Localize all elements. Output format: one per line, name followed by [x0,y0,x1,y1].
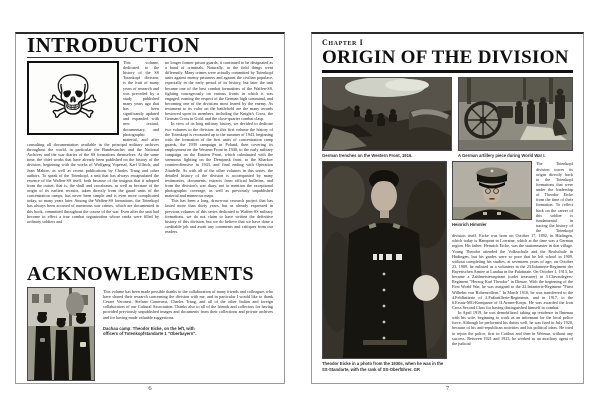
eicke-portrait-figure [322,161,445,372]
introduction-column-right [165,60,273,261]
himmler-portrait-caption: Heinrich Himmler [452,222,487,228]
artillery-photo-art [459,78,572,150]
eicke-portrait-art [323,162,446,358]
artillery-photo-caption: A German artillery piece during World War I. [458,153,546,158]
acknowledgments-text: This volume has been made possible thanks to the collaboration of many friends and colleagues who have shared their research concerning the division with me, and in particular I would like to thank Cesare Veronesi, Stefano Canavassi, Charles Trang, and all of the other Italian and foreign collaborators of our Cultural Association. Thanks also to all of the friends and collectors for having provided previously unpublished images and documents from their collections and private archives and for having made valuable suggestions. [103,288,273,320]
introduction-text-col2-p1: no longer former prison guards, it continued to be designated as a band of criminals. Naturally, in the field things went differently. Many crimes were actually committed by Totenkopf units against enemy prisoners and against the civilian populace, especially in the early period of its history, but later the unit became one of the best combat formations of the Waffen-SS, fighting courageously on various fronts in which it was engaged, earning the respect of the German high command, and becoming one of the divisions most feared by the enemy. As testament to its valor on the battlefield are the many awards bestowed upon its members, including the Knight's Cross, the German Cross in Gold, and the close-quarter combat clasp. [165,59,273,122]
dachau-camp-photo [27,287,95,381]
chapter-rule [322,70,573,73]
acknowledgments-text-block [103,287,273,381]
eicke-portrait-photo [322,161,447,359]
trench-photo [322,77,452,151]
left-page [15,32,285,384]
chapter-main-row [322,161,573,372]
introduction-title: INTRODUCTION [27,33,200,57]
eicke-portrait-caption: Theodor Eicke in a photo from the 1930s, when he was in the SS-Standarte, with the rank of SS-Oberführer. GR [322,361,444,372]
trench-photo-caption: German trenches on the Western Front, 1916. [322,153,413,158]
himmler-portrait-art [453,162,531,219]
chapter-text-column [452,161,573,372]
introduction-text-col2-p3: This has been a long, drawn-out research project that has lasted more than thirty years, but as already expressed in previous volumes of this series dedicated to Waffen-SS military formations, we do not claim to have written the definitive history of this division, but we do believe that we have done a creditable job and await any comments and critiques from our readers. [165,198,273,235]
chapter-body-p2: In April 1919, he was demobilized, taking up residence in Ilmenau with his wife, beginning to work as an informant for the local police force. Although he performed his duties well, he was fired in July 1920, because of his anti-republican activities and his political ideas. He tried to rejoin the police, first in Cottbus and then in Weimar, without any success. Between 1921 and 1923, he worked as an auxiliary agent of the judicial [452,310,573,346]
himmler-portrait-photo [452,161,532,220]
chapter-body-p1: The Totenkopf division traces its origin directly back to the Totenkopf formations that were under the leadership of Theodor Eicke from the time of their formation. To reflect back on the career of this soldier is fundamental in tracing the history of the Totenkopf division itself. Eicke was born on October 17, 1892, in Hüdingen, which today is Hampont in Lorraine, which at the time was a German region. His father, Heinrich Eicke, was the stationmaster in that village. Young Theodor attended the Volksschule and the Realschule in Hüdingen, but his grades were so poor that he left school in 1909, without completing his studies, at seventeen years of age; on October 23, 1909, he enlisted as a volunteer in the 23.Infanterie-Regiment der Bayerischen Armee at Landau in the Palatinate. On October 1, 1913, he became a Zahlmeisteraspirant (cadet treasurer) in 3.Chevaulegers-Regiment "Herzog Karl Theodor" in Dieuze. With the beginning of the First World War, he was assigned to the 22.Infanterie-Regiment "Fürst Wilhelm von Hohenzollern." In March 1916, he was transferred to the 4.Feldbatterie of 2.Fußartillerie-Regiments, and in 1917, to the 6.Ersatz-MG-Kompanie of II.Armee-Korps. He was awarded the Iron Cross Second Class for having distinguished himself in combat. [452,161,573,310]
skull-crossbones-icon: ☠ [46,62,100,133]
artillery-photo-figure [458,77,573,158]
acknowledgments-row [27,287,273,381]
introduction-column-left [27,60,159,261]
right-page [311,32,584,384]
totenkopf-skull-image [27,61,119,135]
introduction-text-col1: This volume, dedicated to the history of the SS Totenkopf division, is the fruit of many years of research and was preceded by a study published many years ago that has been significantly updated and expanded with new textual, documentary, and photographic material, and after consulting all documentation available in the principal military archives throughout the world, in particular the Bundesarchiv and the National Archives and the war diaries of the SS formations themselves. At the same time, the chief works that have already been published on the history of the division, beginning with the works of Wolfgang Vopersal, Karl Ullrich, and Jean Mabire, as well as recent publications by Charles Trang and other authors. To speak of the Totenkopf, a unit that has always encapsulated the essence of the Waffen-SS itself, both because of the insignia that it adopted from the outset, that is, the skull and crossbones, as well as because of the origin of its earliest recruits, taken directly from the guard units of the concentration camps, has never been simple and is even more complicated today, so many years later. Among the Waffen-SS formations, the Totenkopf has always been accused of numerous war crimes, which are documented in this book, committed throughout the course of the war. Even after the unit had become in effect a true combat organization whose ranks were filled by ordinary soldiers and [27,59,159,224]
acknowledgments-title: ACKNOWLEDGMENTS [27,262,254,285]
introduction-text-col2-p2: In view of its long military history, we decided to dedicate two volumes to the division: in this first volume the history of the Totenkopf is recounted up to the summer of 1943, beginning with the formation of the first units of concentration camp guards, the 1939 campaign in Poland, then covering its employment on the Western Front in 1940, to the early military campaign on the Eastern Front, which culminated with the strenuous fighting on the Demjansk front, to the Kharkov counteroffensive in 1943, and final ending with Operation Zitadelle. As with all of the other volumes in this series, the detailed history of the division is accompanied by many testimonies, documents, extracts from official bulletins, and from the division's war diary, not to mention the exceptional photographic coverage, as well as previously unpublished material and numerous maps. [165,121,273,199]
trench-photo-figure [322,77,452,158]
dachau-camp-photo-art [28,288,94,380]
trench-photo-art [323,78,451,150]
artillery-photo [458,77,573,151]
chapter-kicker: Chapter I [322,38,364,47]
dachau-photo-caption: Dachau camp: Theodor Eicke, on the left, with officers of Totenkopfstandarte 1 "Oberbayern". [103,325,197,337]
ww1-photo-row [322,77,573,158]
chapter-title: ORIGIN OF THE DIVISION [322,47,569,68]
title-rule [27,57,273,58]
left-page-number: 6 [148,385,152,392]
right-page-number: 7 [445,385,450,392]
introduction-columns [27,60,273,261]
himmler-portrait-figure [452,161,532,227]
